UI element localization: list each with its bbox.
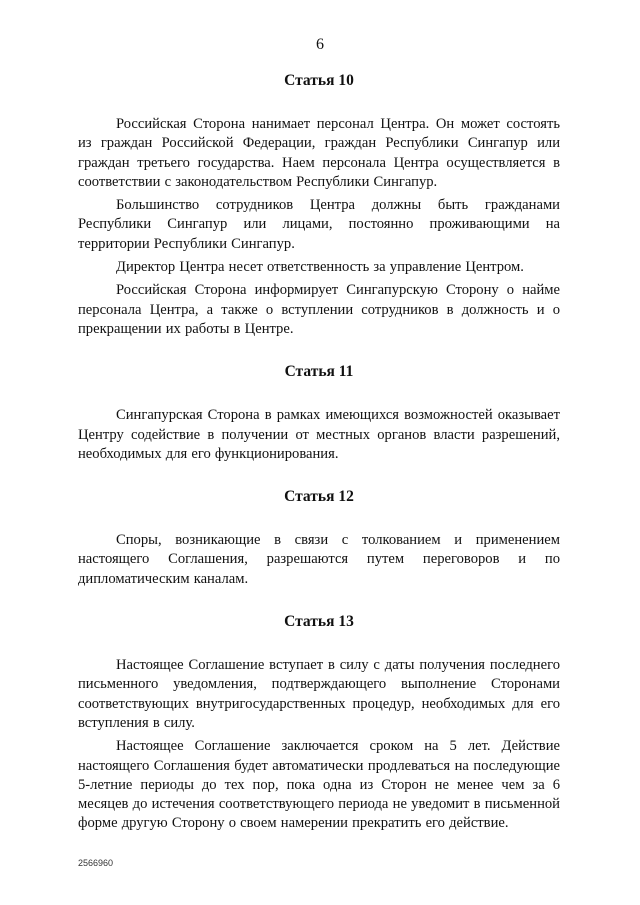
article-12	[78, 486, 560, 589]
paragraph: Настоящее Соглашение вступает в силу с даты получения последнего письменного уведомления, подтверждающего выполнение Сторонами соответствующих внутригосударственных процедур, необходимых для его вступления в силу.	[78, 657, 560, 731]
paragraph: Российская Сторона информирует Сингапурскую Сторону о найме персонала Центра, а также о вступлении сотрудников в должность и о прекращении их работы в Центре.	[78, 282, 560, 337]
paragraph: Российская Сторона нанимает персонал Центра. Он может состоять из граждан Российской Федерации, граждан Республики Сингапур или граждан третьего государства. Наем персонала Центра осуществляется в соответствии с законодательством Республики Сингапур.	[78, 116, 560, 190]
article-13	[78, 611, 560, 834]
paragraph: Сингапурская Сторона в рамках имеющихся возможностей оказывает Центру содействие в получении от местных органов власти разрешений, необходимых для его функционирования.	[78, 407, 560, 462]
article-heading: Статья 11	[284, 363, 354, 381]
article-10	[78, 70, 560, 339]
document-body	[78, 70, 560, 856]
document-code: 2566960	[78, 858, 114, 868]
article-heading: Статья 12	[284, 488, 354, 506]
paragraph: Большинство сотрудников Центра должны быть гражданами Республики Сингапур или лицами, постоянно проживающими на территории Республики Сингапур.	[78, 197, 560, 252]
article-heading: Статья 13	[284, 613, 354, 631]
paragraph: Директор Центра несет ответственность за управление Центром.	[116, 259, 524, 276]
article-11	[78, 361, 560, 464]
paragraph: Споры, возникающие в связи с толкованием и применением настоящего Соглашения, разрешаются путем переговоров и по дипломатическим каналам.	[78, 532, 560, 587]
paragraph: Настоящее Соглашение заключается сроком на 5 лет. Действие настоящего Соглашения будет автоматически продлеваться на последующие 5-летние периоды до тех пор, пока одна из Сторон не менее чем за 6 месяцев до истечения соответствующего периода не уведомит в письменной форме другую Сторону о своем намерении прекратить его действие.	[78, 738, 560, 832]
page-number: 6	[316, 36, 324, 53]
article-heading: Статья 10	[284, 72, 354, 89]
